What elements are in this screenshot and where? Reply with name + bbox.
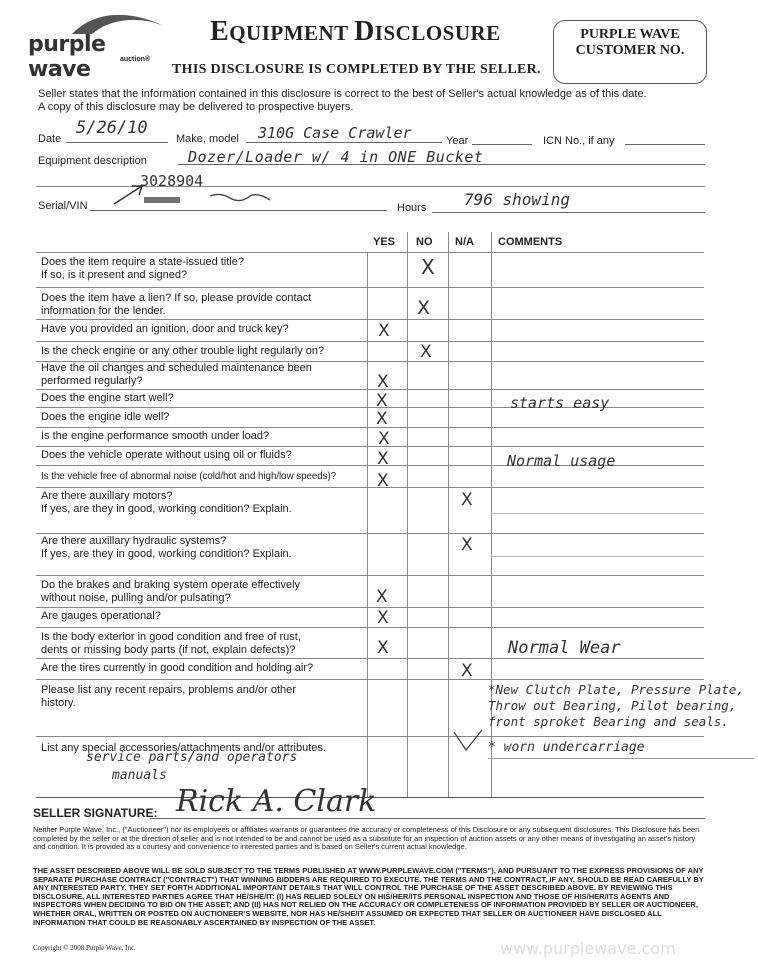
answer-mark[interactable]: X: [377, 638, 389, 658]
answer-mark[interactable]: X: [421, 255, 435, 279]
year-label: Year: [446, 135, 469, 147]
answer-mark[interactable]: X: [378, 429, 390, 449]
page-title: [210, 16, 501, 48]
answer-mark[interactable]: X: [377, 471, 389, 491]
hours-label: Hours: [397, 202, 427, 214]
serial-field[interactable]: [90, 196, 387, 211]
column-header-na: N/A: [455, 236, 474, 248]
answer-mark[interactable]: X: [461, 661, 473, 681]
disclaimer-text: Neither Purple Wave, Inc., ("Auctioneer") nor its employees or affiliates warrants or guarantees the accuracy or completeness of this Disclosure or any subsequent disclosures. This Disclosure has been completed by the seller or at the direction of seller and is not intended to be and cannot be used as a substitute for an inspection of auction assets or any other means of investigating an asset's history and condition. It is provided as a courtesy and convenience to interested parties and is based on Seller's current actual knowledge.: [33, 825, 700, 851]
question-engine-performance: Is the engine performance smooth under load?: [41, 430, 270, 442]
serial-label: Serial/VIN: [38, 200, 88, 212]
answer-mark[interactable]: X: [417, 297, 431, 319]
answer-mark[interactable]: X: [377, 608, 389, 628]
watermark-url: www.purplewave.com: [500, 939, 676, 958]
question-title: Does the item require a state-issued title? If so, is it present and signed?: [41, 256, 244, 281]
question-accessories: List any special accessories/attachments and/or attributes.: [41, 742, 326, 754]
check-arrow-icon: [452, 728, 486, 754]
comment-accessories: * worn undercarriage: [488, 740, 645, 755]
question-gauges: Are gauges operational?: [41, 610, 161, 622]
question-aux-motors: Are there auxillary motors? If yes, are they in good, working condition? Explain.: [41, 490, 292, 515]
answer-mark[interactable]: X: [420, 342, 432, 362]
comment-oil-fluids: Normal usage: [507, 452, 616, 470]
title-part-1: QUIPMENT: [229, 21, 355, 45]
make-model-value: 310G Case Crawler: [258, 124, 412, 142]
icn-field[interactable]: [625, 131, 705, 145]
question-engine-idle: Does the engine idle well?: [41, 411, 170, 423]
question-keys: Have you provided an ignition, door and truck key?: [41, 323, 289, 335]
make-model-label: Make, model: [176, 133, 239, 145]
icn-label: ICN No., if any: [543, 135, 615, 147]
title-part-2: ISCLOSURE: [374, 21, 501, 45]
column-header-no: NO: [416, 236, 433, 248]
description-value: Dozer/Loader w/ 4 in ONE Bucket: [188, 148, 484, 166]
answer-mark[interactable]: X: [377, 449, 389, 469]
hours-value: 796 showing: [464, 190, 570, 209]
intro-line-1: Seller states that the information contained in this disclosure is correct to the best of Seller's actual knowledge as of this date.: [38, 88, 647, 100]
comment-engine-start: starts easy: [510, 394, 610, 412]
year-field[interactable]: [472, 131, 532, 145]
column-header-yes: YES: [373, 236, 396, 248]
logo-sub: auction®: [120, 56, 151, 63]
column-header-comments: COMMENTS: [498, 236, 563, 248]
accessories-note-line2: manuals: [112, 768, 167, 783]
answer-mark[interactable]: X: [376, 391, 388, 411]
title-initial-d: D: [354, 16, 375, 47]
question-brakes: Do the brakes and braking system operate effectively without noise, pulling and/or pulsating?: [41, 579, 301, 604]
title-initial-e: E: [210, 16, 230, 47]
customer-box-line1: PURPLE WAVE: [580, 27, 680, 42]
question-abnormal-noise: Is the vehicle free of abnormal noise (cold/hot and high/low speeds)?: [41, 471, 337, 482]
answer-mark[interactable]: X: [461, 490, 473, 510]
question-oil-changes: Have the oil changes and scheduled maintenance been performed regularly?: [41, 362, 312, 387]
logo-text: purple wave: [28, 32, 106, 82]
signature-value: Rick A. Clark: [176, 784, 377, 819]
question-recent-repairs: Please list any recent repairs, problems and/or other history.: [41, 684, 296, 709]
question-aux-hydraulic: Are there auxillary hydraulic systems? If yes, are they in good, working condition? Explain.: [41, 535, 292, 560]
comment-recent-repairs: *New Clutch Plate, Pressure Plate, Throw out Bearing, Pilot bearing, front sproket Bearing and seals.: [488, 682, 744, 729]
question-engine-start: Does the engine start well?: [41, 392, 174, 404]
accessories-note-line1: service parts/and operators: [86, 750, 298, 765]
page-subtitle: THIS DISCLOSURE IS COMPLETED BY THE SELLER.: [172, 62, 541, 77]
question-oil-fluids: Does the vehicle operate without using oil or fluids?: [41, 449, 292, 461]
customer-box-line2: CUSTOMER NO.: [575, 43, 685, 58]
question-body-exterior: Is the body exterior in good condition and free of rust, dents or missing body parts (if not, explain defects)?: [41, 631, 301, 656]
question-tires: Are the tires currently in good condition and holding air?: [41, 662, 314, 674]
description-label: Equipment description: [38, 155, 147, 167]
intro-line-2: A copy of this disclosure may be delivered to prospective buyers.: [38, 101, 354, 113]
question-lien: Does the item have a lien? If so, please provide contact information for the lender.: [41, 292, 312, 317]
date-label: Date: [38, 133, 62, 145]
logo: [28, 14, 168, 82]
terms-text: THE ASSET DESCRIBED ABOVE WILL BE SOLD SUBJECT TO THE TERMS PUBLISHED AT WWW.PURPLEWAVE.COM ("TERMS"), AND PURSUANT TO THE EXPRESS PROVISIONS OF ANY SEPARATE PURCHASE CONTRACT ("CONTRACT") THAT WINNING BIDDERS ARE REQUIRED TO EXECUTE. THE TERMS AND THE CONTRACT, IF ANY, SHOULD BE READ CAREFULLY BY ANY INTERESTED PARTY. THEY SET FORTH ADDITIONAL IMPORTANT DETAILS THAT WILL CONTROL THE PURCHASE OF THE ASSET DESCRIBED ABOVE. BY REVIEWING THIS DISCLOSURE, ALL INTERESTED PARTIES AGREE THAT HE/SHE/IT: (I) HAS RELIED SOLELY ON HIS/HER/ITS PERSONAL INSPECTION AND THOSE OF HIS/HER/ITS AGENTS AND INSPECTORS WHEN DECIDING TO BID ON THE ASSET; AND (II) HAS NOT RELIED ON THE ACCURACY OR COMPLETENESS OF INFORMATION PROVIDED BY SELLER OR AUCTIONEER, WHETHER ORAL, WRITTEN OR POSTED ON AUCTIONEER'S WEBSITE, NOR HAS HE/SHE/IT ASSUMED OR EXPECTED THAT SELLER OR AUCTIONEER HAVE DISCLOSED ALL INFORMATION THAT COULD BE REASONABLY ASCERTAINED BY INSPECTION OF THE ASSET.: [33, 866, 704, 927]
answer-mark[interactable]: X: [378, 321, 390, 341]
answer-mark[interactable]: X: [377, 372, 389, 392]
intro-text: [38, 88, 718, 114]
customer-number-box[interactable]: [553, 20, 707, 84]
question-check-engine: Is the check engine or any other trouble light regularly on?: [41, 345, 325, 357]
copyright: Copyright © 2008 Purple Wave, Inc.: [33, 944, 136, 952]
serial-value: 3028904: [140, 172, 204, 190]
answer-mark[interactable]: X: [376, 587, 388, 607]
date-value: 5/26/10: [76, 118, 148, 138]
answer-mark[interactable]: X: [461, 535, 473, 555]
signature-label: SELLER SIGNATURE:: [33, 806, 158, 820]
comment-accessories-underline: [488, 758, 754, 759]
answer-mark[interactable]: X: [376, 409, 388, 429]
comment-body-exterior: Normal Wear: [508, 638, 621, 658]
